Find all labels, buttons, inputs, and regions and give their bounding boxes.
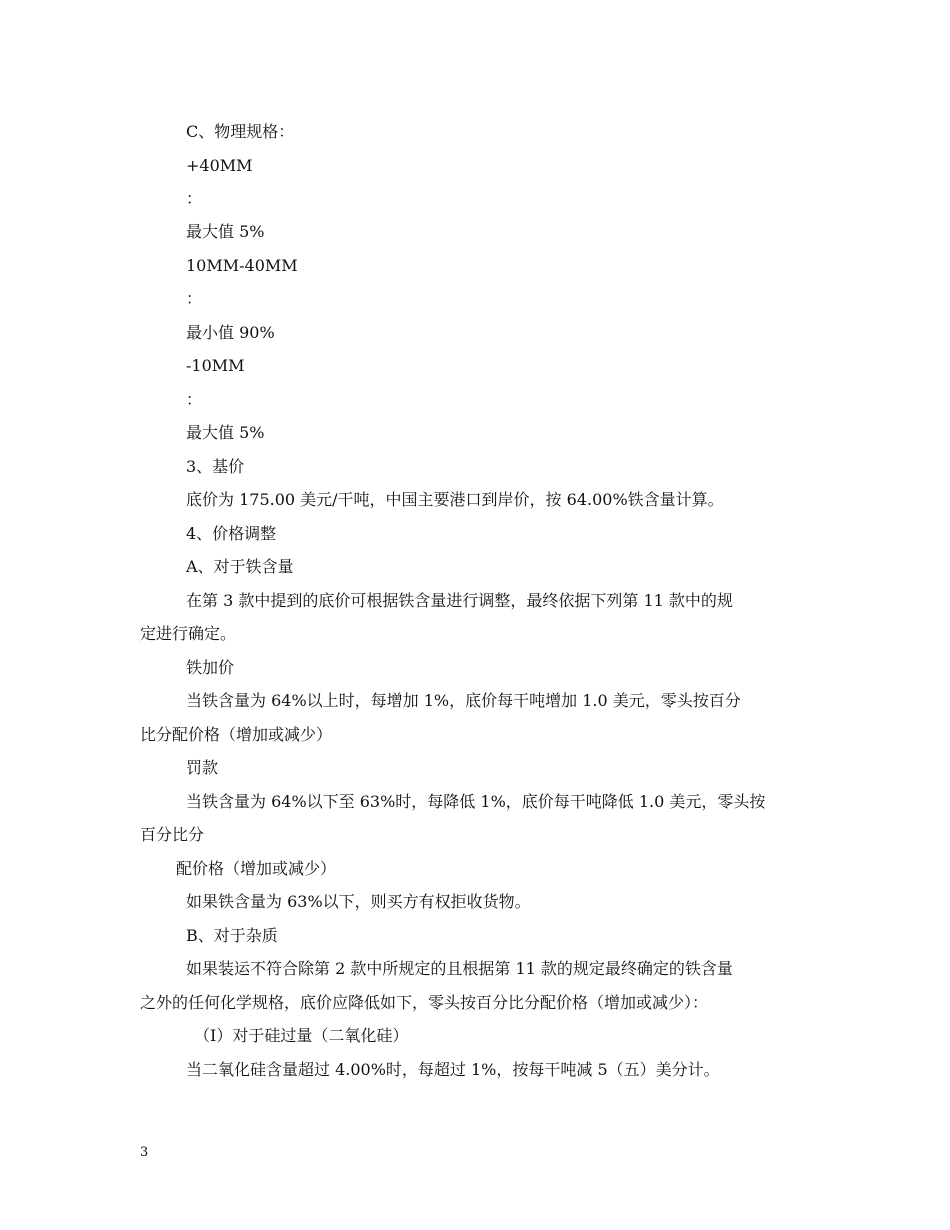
text-line: 10MM-40MM [186, 256, 298, 275]
text-line: 最大值 5% [186, 423, 265, 442]
text-line: -10MM [186, 356, 245, 375]
text-line: ： [186, 289, 203, 308]
text-line: 比分配价格（增加或减少） [140, 725, 333, 744]
text-line: 底价为 175.00 美元/干吨，中国主要港口到岸价，按 64.00%铁含量计算。 [186, 490, 724, 509]
page-number: 3 [140, 1145, 149, 1160]
text-line: 当铁含量为 64%以下至 63%时，每降低 1%，底价每干吨降低 1.0 美元，零头按 [186, 792, 766, 811]
text-line: 定进行确定。 [140, 624, 237, 643]
text-line: 如果装运不符合除第 2 款中所规定的且根据第 11 款的规定最终确定的铁含量 [186, 959, 733, 978]
text-line: 最小值 90% [186, 323, 275, 342]
text-line: 最大值 5% [186, 222, 265, 241]
text-line: 如果铁含量为 63%以下，则买方有权拒收货物。 [186, 892, 531, 911]
subsection-heading: A、对于铁含量 [186, 557, 294, 576]
text-line: 当二氧化硅含量超过 4.00%时，每超过 1%，按每干吨减 5（五）美分计。 [186, 1060, 720, 1079]
subsection-heading: （I）对于硅过量（二氧化硅） [194, 1026, 409, 1045]
subsection-heading: B、对于杂质 [186, 926, 278, 945]
subsection-heading: 罚款 [186, 758, 219, 777]
text-line: 当铁含量为 64%以上时，每增加 1%，底价每干吨增加 1.0 美元，零头按百分 [186, 691, 741, 710]
text-line: 之外的任何化学规格，底价应降低如下，零头按百分比分配价格（增加或减少）： [140, 993, 709, 1012]
text-line: 在第 3 款中提到的底价可根据铁含量进行调整，最终依据下列第 11 款中的规 [186, 591, 733, 610]
text-line: 配价格（增加或减少） [176, 859, 337, 878]
section-heading: 3、基价 [186, 457, 245, 476]
section-heading: 4、价格调整 [186, 524, 277, 543]
text-line: ： [186, 189, 203, 208]
text-line: +40MM [186, 156, 253, 175]
subsection-heading: 铁加价 [186, 658, 235, 677]
text-line: ： [186, 390, 203, 409]
text-line: C、物理规格： [186, 122, 295, 141]
text-line: 百分比分 [140, 825, 205, 844]
